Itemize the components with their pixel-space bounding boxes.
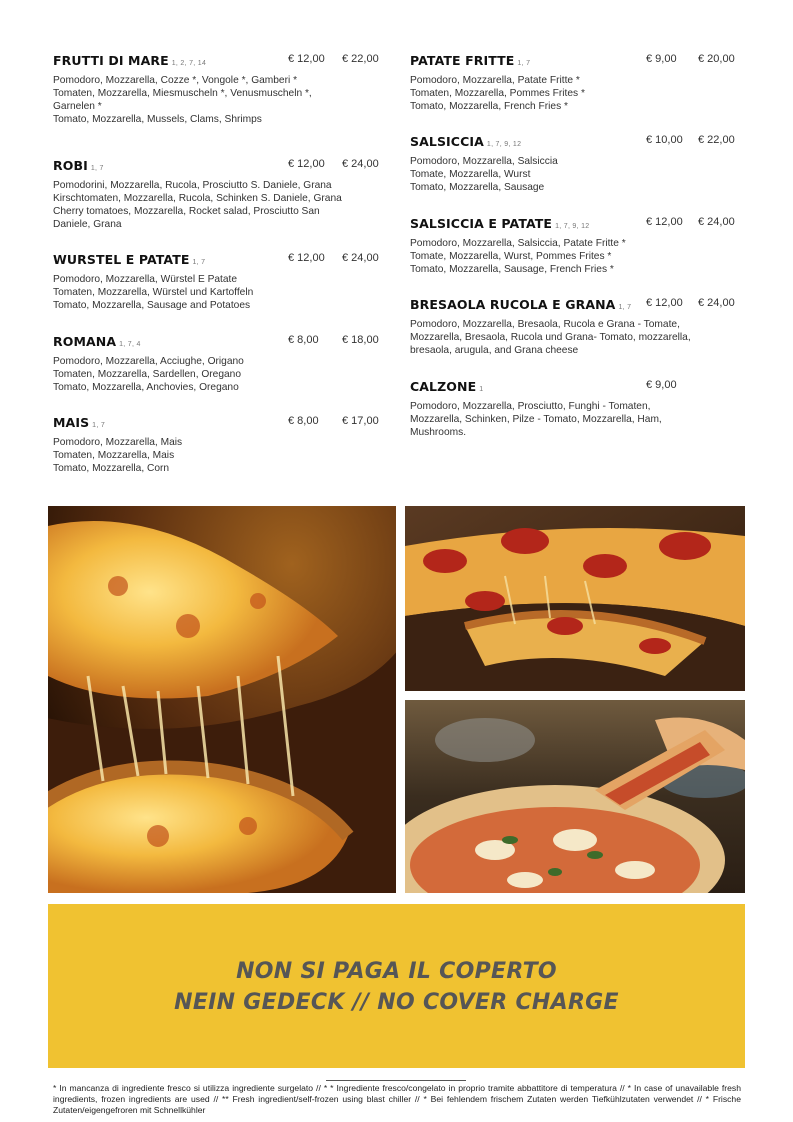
- menu-item-romana: [53, 333, 383, 414]
- menu-item-salsiccia-e-patate: [410, 215, 740, 296]
- no-cover-charge-banner: [48, 904, 745, 1068]
- margherita-pizza-photo: [405, 700, 745, 893]
- desc-line: Pomodoro, Mozzarella, Mais: [53, 437, 183, 448]
- price-large: € 24,00: [698, 216, 735, 228]
- menu-item-header: [53, 414, 383, 432]
- menu-item-header: [410, 133, 740, 151]
- item-name: ROMANA: [53, 334, 117, 349]
- desc-line: Daniele, Grana: [53, 219, 122, 230]
- desc-line: Tomato, Mozzarella, French Fries *: [410, 101, 568, 112]
- item-description: [53, 436, 383, 475]
- item-name: SALSICCIA: [410, 134, 484, 149]
- price-small: € 12,00: [288, 252, 325, 264]
- menu-item-wurstel-e-patate: [53, 251, 383, 333]
- desc-line: Pomodoro, Mozzarella, Salsiccia, Patate Fritte *: [410, 238, 626, 249]
- item-description: [53, 74, 383, 126]
- price-large: € 20,00: [698, 53, 735, 65]
- price-small: € 12,00: [288, 158, 325, 170]
- item-name: FRUTTI DI MARE: [53, 53, 169, 68]
- item-name: BRESAOLA RUCOLA E GRANA: [410, 297, 616, 312]
- price-small: € 12,00: [646, 297, 683, 309]
- item-description: [410, 400, 740, 439]
- menu-column-right: [410, 52, 740, 448]
- desc-line: Tomaten, Mozzarella, Mais: [53, 450, 175, 461]
- desc-line: Pomodoro, Mozzarella, Bresaola, Rucola e Grana - Tomate,: [410, 319, 680, 330]
- desc-line: Mushrooms.: [410, 427, 467, 438]
- desc-line: Pomodoro, Mozzarella, Acciughe, Origano: [53, 356, 244, 367]
- desc-line: Tomato, Mozzarella, Sausage and Potatoes: [53, 300, 251, 311]
- pepperoni-pizza-photo: [405, 506, 745, 691]
- item-description: [53, 273, 383, 312]
- desc-line: Tomato, Mozzarella, Sausage, French Fries *: [410, 264, 614, 275]
- menu-item-calzone: [410, 378, 740, 448]
- item-allergens: 1, 7, 9, 12: [555, 223, 590, 230]
- desc-line: Tomate, Mozzarella, Wurst: [410, 169, 531, 180]
- price-small: € 12,00: [646, 216, 683, 228]
- desc-line: Tomaten, Mozzarella, Miesmuscheln *, Venusmuscheln *,: [53, 88, 312, 99]
- menu-item-bresaola-rucola-e-grana: [410, 296, 740, 378]
- desc-line: Garnelen *: [53, 101, 102, 112]
- price-small: € 8,00: [288, 334, 319, 346]
- menu-item-header: [410, 215, 740, 233]
- menu-column-left: [53, 52, 383, 484]
- item-description: [410, 74, 740, 113]
- item-name: SALSICCIA E PATATE: [410, 216, 553, 231]
- desc-line: Kirschtomaten, Mozzarella, Rucola, Schinken S. Daniele, Grana: [53, 193, 342, 204]
- item-description: [410, 318, 740, 357]
- item-description: [53, 179, 383, 231]
- price-large: € 22,00: [342, 53, 379, 65]
- price-large: € 18,00: [342, 334, 379, 346]
- menu-item-header: [53, 333, 383, 351]
- menu-item-header: [410, 378, 740, 396]
- menu-item-patate-fritte: [410, 52, 740, 133]
- banner-line-german-english: NEIN GEDECK // NO COVER CHARGE: [174, 990, 619, 1015]
- item-name: PATATE FRITTE: [410, 53, 515, 68]
- pizza-cheese-pull-photo: [48, 506, 396, 893]
- menu-item-header: [53, 251, 383, 269]
- desc-line: Tomate, Mozzarella, Wurst, Pommes Frites *: [410, 251, 612, 262]
- price-small: € 10,00: [646, 134, 683, 146]
- item-description: [53, 355, 383, 394]
- item-allergens: 1, 7, 9, 12: [486, 141, 522, 148]
- price-large: € 17,00: [342, 415, 379, 427]
- price-small: € 9,00: [646, 53, 677, 65]
- desc-line: Mozzarella, Bresaola, Rucola und Grana- Tomato, mozzarella,: [410, 332, 691, 343]
- price-large: € 24,00: [342, 158, 379, 170]
- item-allergens: 1, 7, 4: [119, 341, 141, 348]
- item-name: ROBI: [53, 158, 88, 173]
- item-allergens: 1, 7: [90, 165, 104, 172]
- item-allergens: 1, 7: [517, 60, 531, 67]
- desc-line: Pomodorini, Mozzarella, Rucola, Prosciutto S. Daniele, Grana: [53, 180, 332, 191]
- price-small: € 9,00: [646, 379, 677, 391]
- menu-item-header: [53, 52, 383, 70]
- desc-line: Pomodoro, Mozzarella, Salsiccia: [410, 156, 558, 167]
- menu-item-header: [410, 52, 740, 70]
- menu-item-robi: [53, 157, 383, 251]
- price-large: € 22,00: [698, 134, 735, 146]
- desc-line: Pomodoro, Mozzarella, Patate Fritte *: [410, 75, 580, 86]
- item-allergens: 1, 2, 7, 14: [171, 60, 207, 67]
- item-name: MAIS: [53, 415, 90, 430]
- desc-line: Tomaten, Mozzarella, Würstel und Kartoffeln: [53, 287, 254, 298]
- menu-item-frutti-di-mare: [53, 52, 383, 157]
- desc-line: Pomodoro, Mozzarella, Prosciutto, Funghi - Tomaten,: [410, 401, 651, 412]
- item-allergens: 1, 7: [92, 422, 106, 429]
- desc-line: Tomaten, Mozzarella, Pommes Frites *: [410, 88, 585, 99]
- desc-line: Pomodoro, Mozzarella, Würstel E Patate: [53, 274, 238, 285]
- item-allergens: 1, 7: [618, 304, 632, 311]
- menu-item-header: [53, 157, 383, 175]
- desc-line: Tomato, Mozzarella, Mussels, Clams, Shrimps: [53, 114, 262, 125]
- banner-line-italian: NON SI PAGA IL COPERTO: [236, 959, 557, 984]
- item-name: WURSTEL E PATATE: [53, 252, 190, 267]
- price-large: € 24,00: [698, 297, 735, 309]
- price-large: € 24,00: [342, 252, 379, 264]
- price-small: € 8,00: [288, 415, 319, 427]
- item-description: [410, 155, 740, 194]
- menu-item-salsiccia: [410, 133, 740, 215]
- footnote-separator: [326, 1080, 466, 1081]
- desc-line: Cherry tomatoes, Mozzarella, Rocket salad, Prosciutto San: [53, 206, 320, 217]
- item-allergens: 1: [479, 386, 484, 393]
- desc-line: Tomato, Mozzarella, Anchovies, Oregano: [53, 382, 239, 393]
- desc-line: Mozzarella, Schinken, Pilze - Tomato, Mozzarella, Ham,: [410, 414, 662, 425]
- footnote-text: * In mancanza di ingrediente fresco si utilizza ingrediente surgelato // * * Ingrediente fresco/congelato in proprio tramite abbattitore di temperatura // * In case of unavailable fresh ingredients, frozen ingredients are used // ** Fresh ingredient/self-frozen using blast chiller // * Bei fehlendem frischem Zutaten werden Tiefkühlzutaten verwendet // * Frische Zutaten/eigengefroren mit Schnellkühler: [53, 1083, 741, 1115]
- desc-line: Pomodoro, Mozzarella, Cozze *, Vongole *, Gamberi *: [53, 75, 298, 86]
- item-description: [410, 237, 740, 276]
- desc-line: Tomaten, Mozzarella, Sardellen, Oregano: [53, 369, 241, 380]
- item-allergens: 1, 7: [192, 259, 206, 266]
- desc-line: Tomato, Mozzarella, Sausage: [410, 182, 545, 193]
- desc-line: Tomato, Mozzarella, Corn: [53, 463, 170, 474]
- item-name: CALZONE: [410, 379, 477, 394]
- menu-item-mais: [53, 414, 383, 484]
- desc-line: bresaola, arugula, and Grana cheese: [410, 345, 579, 356]
- menu-item-header: [410, 296, 740, 314]
- price-small: € 12,00: [288, 53, 325, 65]
